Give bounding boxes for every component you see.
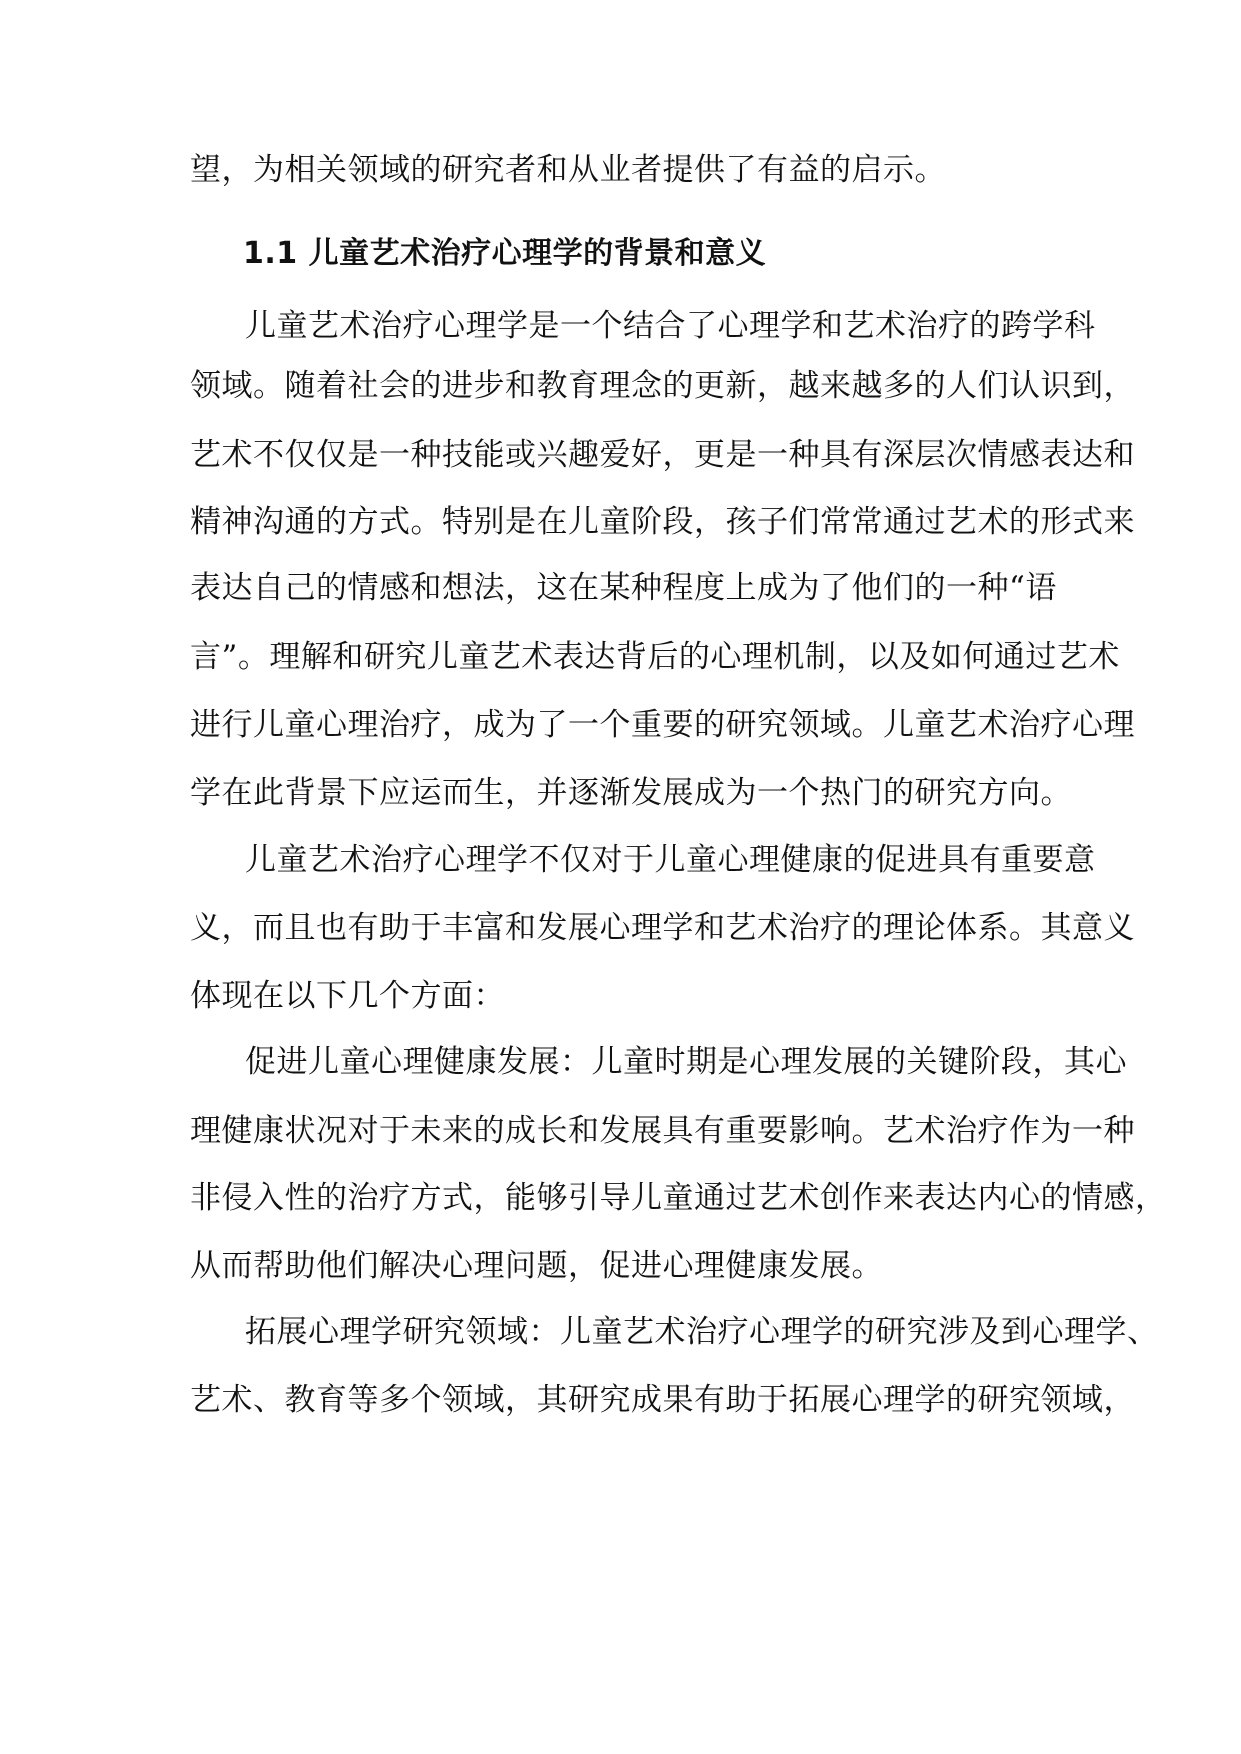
paragraph-2-line-2: 义，而且也有助于丰富和发展心理学和艺术治疗的理论体系。其意义 xyxy=(190,910,1135,946)
paragraph-3-line-2: 理健康状况对于未来的成长和发展具有重要影响。艺术治疗作为一种 xyxy=(190,1113,1135,1149)
paragraph-1-line-2: 领域。随着社会的进步和教育理念的更新，越来越多的人们认识到， xyxy=(190,368,1135,404)
paragraph-1-line-5: 表达自己的情感和想法，这在某种程度上成为了他们的一种“语 xyxy=(190,570,1057,606)
paragraph-1-line-7: 进行儿童心理治疗，成为了一个重要的研究领域。儿童艺术治疗心理 xyxy=(190,707,1135,743)
paragraph-1-line-6: 言”。理解和研究儿童艺术表达背后的心理机制，以及如何通过艺术 xyxy=(190,639,1120,675)
paragraph-3-line-1: 促进儿童心理健康发展：儿童时期是心理发展的关键阶段，其心 xyxy=(245,1044,1127,1080)
paragraph-2-line-1: 儿童艺术治疗心理学不仅对于儿童心理健康的促进具有重要意 xyxy=(245,842,1096,878)
paragraph-1-line-4: 精神沟通的方式。特别是在儿童阶段，孩子们常常通过艺术的形式来 xyxy=(190,504,1135,540)
paragraph-3-line-4: 从而帮助他们解决心理问题，促进心理健康发展。 xyxy=(190,1248,883,1284)
paragraph-4-line-1: 拓展心理学研究领域：儿童艺术治疗心理学的研究涉及到心理学、 xyxy=(245,1314,1159,1350)
paragraph-4-line-2: 艺术、教育等多个领域，其研究成果有助于拓展心理学的研究领域， xyxy=(190,1382,1135,1418)
paragraph-3-line-3: 非侵入性的治疗方式，能够引导儿童通过艺术创作来表达内心的情感， xyxy=(190,1180,1167,1216)
paragraph-1-line-1: 儿童艺术治疗心理学是一个结合了心理学和艺术治疗的跨学科 xyxy=(245,308,1096,344)
section-heading: 1.1 儿童艺术治疗心理学的背景和意义 xyxy=(243,236,767,271)
paragraph-1-line-3: 艺术不仅仅是一种技能或兴趣爱好，更是一种具有深层次情感表达和 xyxy=(190,437,1135,473)
paragraph-1-line-8: 学在此背景下应运而生，并逐渐发展成为一个热门的研究方向。 xyxy=(190,775,1072,811)
paragraph-2-line-3: 体现在以下几个方面： xyxy=(190,978,505,1014)
text-line-continuation: 望，为相关领域的研究者和从业者提供了有益的启示。 xyxy=(190,152,946,188)
